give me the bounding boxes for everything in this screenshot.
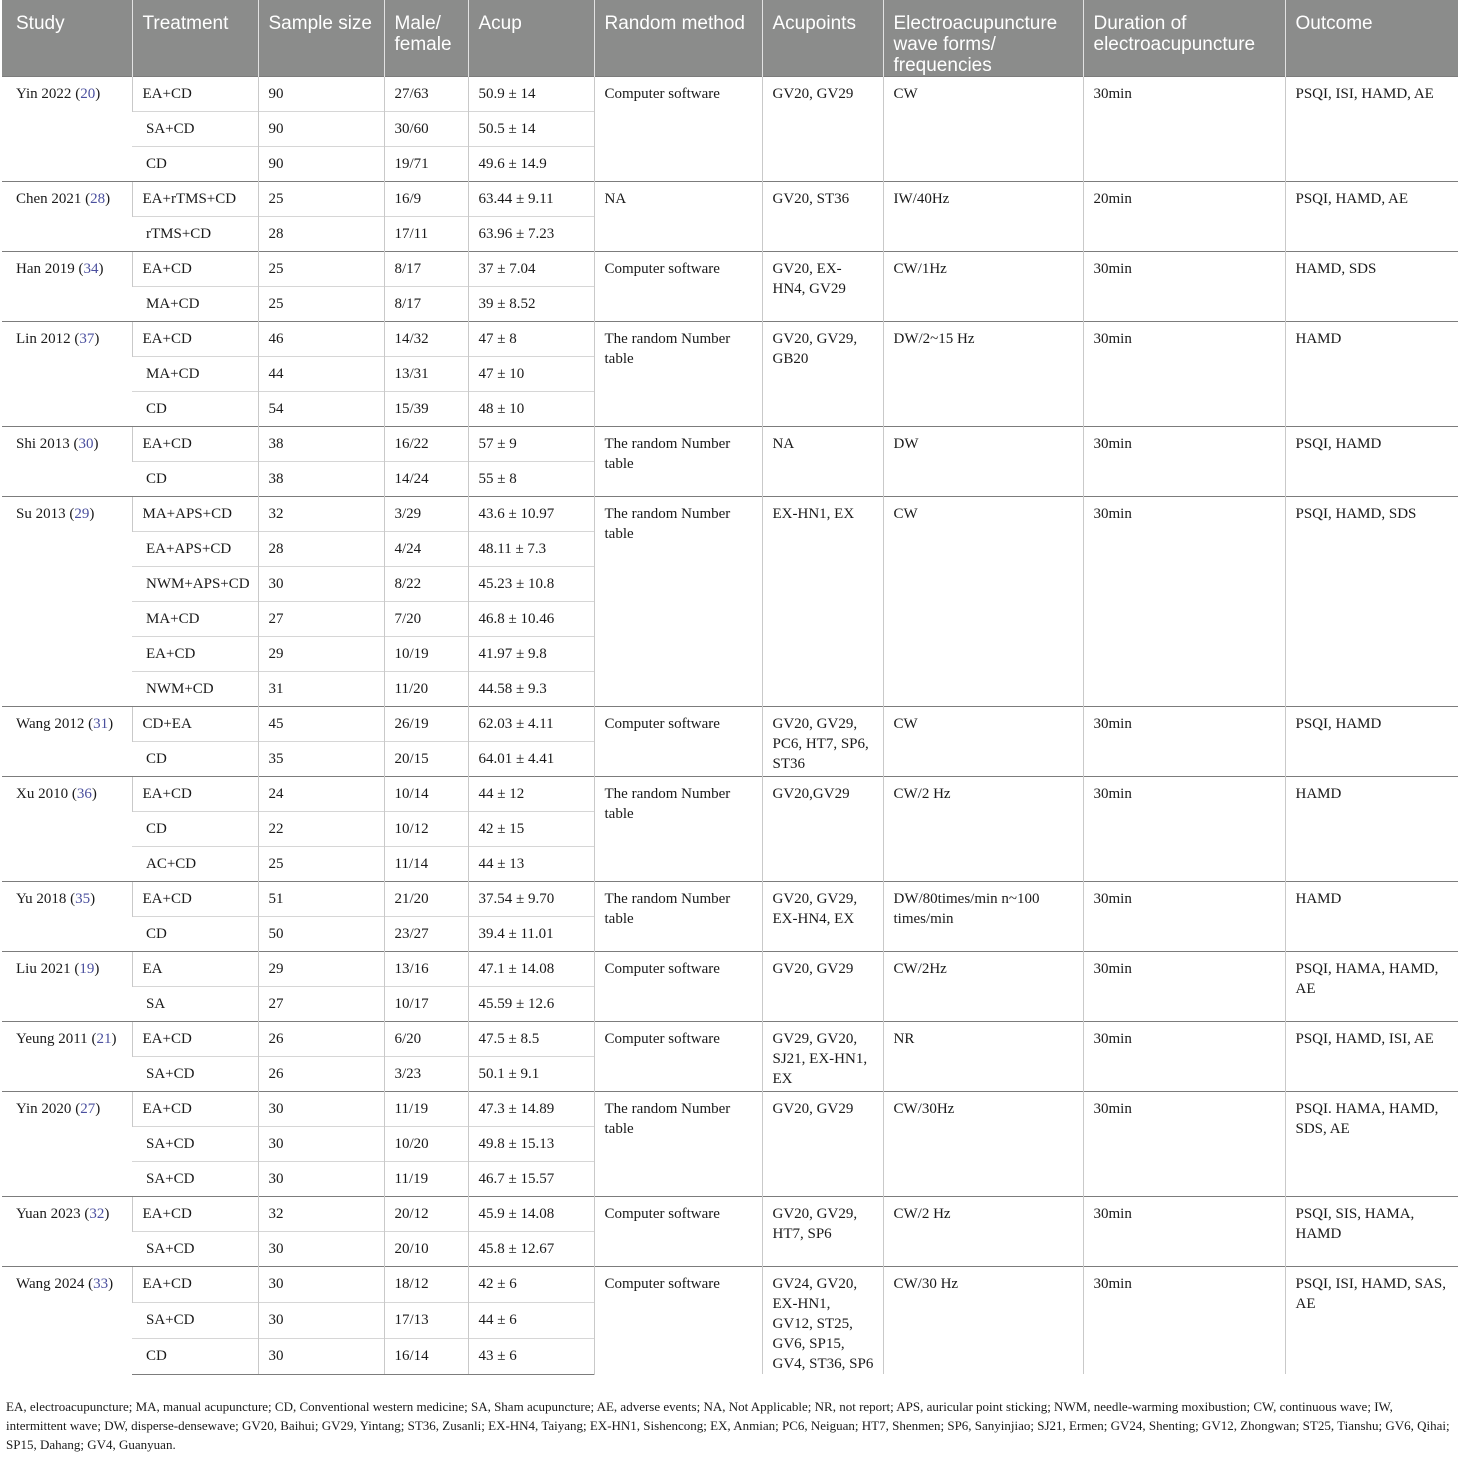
treatment-cell: EA <box>132 952 258 987</box>
random-method-cell: Computer software <box>594 707 762 777</box>
treatment-cell: CD <box>132 917 258 952</box>
acup-cell: 43.6 ± 10.97 <box>468 497 594 532</box>
treatment-cell: CD <box>132 742 258 777</box>
sample-size-cell: 35 <box>258 742 384 777</box>
treatment-cell: SA+CD <box>132 1127 258 1162</box>
study-name: Liu 2021 <box>16 961 71 977</box>
acup-cell: 47 ± 8 <box>468 322 594 357</box>
acupoints-cell: GV20, GV29 <box>762 77 883 182</box>
wave-forms-cell: NR <box>883 1022 1083 1092</box>
acupoints-cell: GV20, GV29 <box>762 1092 883 1197</box>
duration-cell: 30min <box>1083 497 1285 707</box>
male-female-cell: 3/23 <box>384 1057 468 1092</box>
study-cell: Wang 2012 (31) <box>2 707 132 777</box>
male-female-cell: 14/24 <box>384 462 468 497</box>
study-cell: Lin 2012 (37) <box>2 322 132 427</box>
acup-cell: 46.8 ± 10.46 <box>468 602 594 637</box>
table-row <box>2 1092 1458 1127</box>
acupoints-cell: GV20, GV29, HT7, SP6 <box>762 1197 883 1267</box>
acup-cell: 50.5 ± 14 <box>468 112 594 147</box>
table-row <box>2 1022 1458 1057</box>
duration-cell: 30min <box>1083 707 1285 777</box>
acup-cell: 48.11 ± 7.3 <box>468 532 594 567</box>
duration-cell: 30min <box>1083 77 1285 182</box>
treatment-cell: EA+CD <box>132 322 258 357</box>
treatment-cell: MA+CD <box>132 602 258 637</box>
random-method-cell: Computer software <box>594 1267 762 1375</box>
male-female-cell: 23/27 <box>384 917 468 952</box>
treatment-cell: EA+CD <box>132 1197 258 1232</box>
random-method-cell: The random Number table <box>594 322 762 427</box>
acup-cell: 50.9 ± 14 <box>468 77 594 112</box>
sample-size-cell: 26 <box>258 1022 384 1057</box>
duration-cell: 30min <box>1083 882 1285 952</box>
sample-size-cell: 50 <box>258 917 384 952</box>
male-female-cell: 11/14 <box>384 847 468 882</box>
header-outcome: Outcome <box>1285 0 1458 77</box>
acupoints-cell: GV20, ST36 <box>762 182 883 252</box>
male-female-cell: 27/63 <box>384 77 468 112</box>
male-female-cell: 13/16 <box>384 952 468 987</box>
treatment-cell: SA <box>132 987 258 1022</box>
acup-cell: 45.9 ± 14.08 <box>468 1197 594 1232</box>
duration-cell: 30min <box>1083 252 1285 322</box>
header-random-method: Random method <box>594 0 762 77</box>
table-row <box>2 322 1458 357</box>
acupoints-cell: GV20,GV29 <box>762 777 883 882</box>
study-name: Yin 2020 <box>16 1101 72 1117</box>
duration-cell: 30min <box>1083 1092 1285 1197</box>
sample-size-cell: 30 <box>258 1302 384 1338</box>
study-cell: Shi 2013 (30) <box>2 427 132 497</box>
sample-size-cell: 27 <box>258 987 384 1022</box>
reference-link[interactable]: 37 <box>79 331 95 347</box>
study-cell: Yu 2018 (35) <box>2 882 132 952</box>
sample-size-cell: 90 <box>258 77 384 112</box>
sample-size-cell: 25 <box>258 287 384 322</box>
outcome-cell: HAMD <box>1285 322 1458 427</box>
male-female-cell: 16/22 <box>384 427 468 462</box>
treatment-cell: EA+CD <box>132 1022 258 1057</box>
treatment-cell: CD <box>132 812 258 847</box>
outcome-cell: HAMD, SDS <box>1285 252 1458 322</box>
study-cell: Chen 2021 (28) <box>2 182 132 252</box>
wave-forms-cell: DW/2~15 Hz <box>883 322 1083 427</box>
treatment-cell: SA+CD <box>132 1162 258 1197</box>
acupoints-cell: GV20, GV29 <box>762 952 883 1022</box>
reference-link[interactable]: 20 <box>80 86 96 102</box>
treatment-cell: SA+CD <box>132 1057 258 1092</box>
reference-link[interactable]: 19 <box>79 961 95 977</box>
sample-size-cell: 90 <box>258 147 384 182</box>
acup-cell: 47.5 ± 8.5 <box>468 1022 594 1057</box>
study-name: Yeung 2011 <box>16 1031 88 1047</box>
sample-size-cell: 51 <box>258 882 384 917</box>
sample-size-cell: 28 <box>258 532 384 567</box>
treatment-cell: SA+CD <box>132 1302 258 1338</box>
outcome-cell: PSQI, HAMD, AE <box>1285 182 1458 252</box>
treatment-cell: EA+CD <box>132 637 258 672</box>
outcome-cell: PSQI, HAMD <box>1285 707 1458 777</box>
acup-cell: 47.3 ± 14.89 <box>468 1092 594 1127</box>
acupoints-cell: GV20, GV29, PC6, HT7, SP6, ST36 <box>762 707 883 777</box>
study-name: Wang 2024 <box>16 1276 85 1292</box>
header-male-female: Male/ female <box>384 0 468 77</box>
sample-size-cell: 30 <box>258 1162 384 1197</box>
male-female-cell: 21/20 <box>384 882 468 917</box>
acup-cell: 39 ± 8.52 <box>468 287 594 322</box>
sample-size-cell: 29 <box>258 637 384 672</box>
duration-cell: 30min <box>1083 322 1285 427</box>
male-female-cell: 11/19 <box>384 1162 468 1197</box>
acup-cell: 42 ± 15 <box>468 812 594 847</box>
outcome-cell: PSQI. HAMA, HAMD, SDS, AE <box>1285 1092 1458 1197</box>
acup-cell: 62.03 ± 4.11 <box>468 707 594 742</box>
sample-size-cell: 45 <box>258 707 384 742</box>
treatment-cell: NWM+CD <box>132 672 258 707</box>
wave-forms-cell: CW/2 Hz <box>883 777 1083 882</box>
sample-size-cell: 30 <box>258 1092 384 1127</box>
male-female-cell: 10/17 <box>384 987 468 1022</box>
acup-cell: 47.1 ± 14.08 <box>468 952 594 987</box>
acup-cell: 50.1 ± 9.1 <box>468 1057 594 1092</box>
outcome-cell: HAMD <box>1285 777 1458 882</box>
sample-size-cell: 27 <box>258 602 384 637</box>
outcome-cell: PSQI, HAMD <box>1285 427 1458 497</box>
acup-cell: 49.6 ± 14.9 <box>468 147 594 182</box>
sample-size-cell: 28 <box>258 217 384 252</box>
male-female-cell: 6/20 <box>384 1022 468 1057</box>
male-female-cell: 18/12 <box>384 1267 468 1303</box>
treatment-cell: EA+CD <box>132 1267 258 1303</box>
wave-forms-cell: IW/40Hz <box>883 182 1083 252</box>
treatment-cell: EA+CD <box>132 882 258 917</box>
random-method-cell: Computer software <box>594 252 762 322</box>
sample-size-cell: 46 <box>258 322 384 357</box>
sample-size-cell: 30 <box>258 1232 384 1267</box>
acup-cell: 45.8 ± 12.67 <box>468 1232 594 1267</box>
reference-link[interactable]: 33 <box>93 1276 109 1292</box>
male-female-cell: 17/13 <box>384 1302 468 1338</box>
male-female-cell: 11/19 <box>384 1092 468 1127</box>
reference-link[interactable]: 34 <box>83 261 99 277</box>
wave-forms-cell: DW/80times/min n~100 times/min <box>883 882 1083 952</box>
treatment-cell: MA+CD <box>132 287 258 322</box>
wave-forms-cell: CW/1Hz <box>883 252 1083 322</box>
study-name: Lin 2012 <box>16 331 71 347</box>
wave-forms-cell: CW <box>883 497 1083 707</box>
header-wave-forms: Electroacupuncture wave forms/ frequencies <box>883 0 1083 77</box>
sample-size-cell: 32 <box>258 497 384 532</box>
duration-cell: 20min <box>1083 182 1285 252</box>
male-female-cell: 8/17 <box>384 252 468 287</box>
acup-cell: 37.54 ± 9.70 <box>468 882 594 917</box>
male-female-cell: 14/32 <box>384 322 468 357</box>
header-treatment: Treatment <box>132 0 258 77</box>
treatment-cell: rTMS+CD <box>132 217 258 252</box>
sample-size-cell: 90 <box>258 112 384 147</box>
header-study: Study <box>2 0 132 77</box>
acup-cell: 63.44 ± 9.11 <box>468 182 594 217</box>
male-female-cell: 15/39 <box>384 392 468 427</box>
male-female-cell: 30/60 <box>384 112 468 147</box>
male-female-cell: 10/19 <box>384 637 468 672</box>
sample-size-cell: 29 <box>258 952 384 987</box>
study-cell: Su 2013 (29) <box>2 497 132 707</box>
table-row <box>2 882 1458 917</box>
acup-cell: 39.4 ± 11.01 <box>468 917 594 952</box>
treatment-cell: CD+EA <box>132 707 258 742</box>
reference-link[interactable]: 36 <box>76 786 92 802</box>
male-female-cell: 26/19 <box>384 707 468 742</box>
male-female-cell: 10/12 <box>384 812 468 847</box>
study-name: Wang 2012 <box>16 716 85 732</box>
male-female-cell: 16/14 <box>384 1338 468 1374</box>
random-method-cell: Computer software <box>594 952 762 1022</box>
acup-cell: 45.23 ± 10.8 <box>468 567 594 602</box>
study-cell: Yeung 2011 (21) <box>2 1022 132 1092</box>
duration-cell: 30min <box>1083 952 1285 1022</box>
random-method-cell: Computer software <box>594 1022 762 1092</box>
acup-cell: 46.7 ± 15.57 <box>468 1162 594 1197</box>
table-body <box>2 77 1458 1375</box>
acup-cell: 44 ± 12 <box>468 777 594 812</box>
header-sample-size: Sample size <box>258 0 384 77</box>
treatment-cell: AC+CD <box>132 847 258 882</box>
treatment-cell: SA+CD <box>132 112 258 147</box>
treatment-cell: MA+CD <box>132 357 258 392</box>
wave-forms-cell: CW <box>883 707 1083 777</box>
wave-forms-cell: CW/2 Hz <box>883 1197 1083 1267</box>
table-row <box>2 707 1458 742</box>
treatment-cell: CD <box>132 462 258 497</box>
reference-link[interactable]: 28 <box>90 191 106 207</box>
sample-size-cell: 31 <box>258 672 384 707</box>
outcome-cell: HAMD <box>1285 882 1458 952</box>
table-row <box>2 952 1458 987</box>
male-female-cell: 3/29 <box>384 497 468 532</box>
table-row <box>2 427 1458 462</box>
male-female-cell: 4/24 <box>384 532 468 567</box>
male-female-cell: 11/20 <box>384 672 468 707</box>
table-row <box>2 252 1458 287</box>
acup-cell: 41.97 ± 9.8 <box>468 637 594 672</box>
acup-cell: 37 ± 7.04 <box>468 252 594 287</box>
acupoints-cell: GV24, GV20, EX-HN1, GV12, ST25, GV6, SP15, GV4, ST36, SP6 <box>762 1267 883 1375</box>
male-female-cell: 20/15 <box>384 742 468 777</box>
wave-forms-cell: CW/30 Hz <box>883 1267 1083 1375</box>
treatment-cell: EA+CD <box>132 427 258 462</box>
random-method-cell: Computer software <box>594 1197 762 1267</box>
outcome-cell: PSQI, HAMA, HAMD, AE <box>1285 952 1458 1022</box>
header-acupoints: Acupoints <box>762 0 883 77</box>
sample-size-cell: 38 <box>258 462 384 497</box>
random-method-cell: NA <box>594 182 762 252</box>
table-header-row <box>2 0 1458 77</box>
study-name: Yu 2018 <box>16 891 67 907</box>
treatment-cell: MA+APS+CD <box>132 497 258 532</box>
wave-forms-cell: CW/30Hz <box>883 1092 1083 1197</box>
treatment-cell: CD <box>132 1338 258 1374</box>
treatment-cell: CD <box>132 147 258 182</box>
acupoints-cell: GV29, GV20, SJ21, EX-HN1, EX <box>762 1022 883 1092</box>
treatment-cell: EA+CD <box>132 252 258 287</box>
male-female-cell: 20/12 <box>384 1197 468 1232</box>
sample-size-cell: 26 <box>258 1057 384 1092</box>
sample-size-cell: 30 <box>258 1338 384 1374</box>
table-row <box>2 777 1458 812</box>
sample-size-cell: 24 <box>258 777 384 812</box>
study-cell: Han 2019 (34) <box>2 252 132 322</box>
acup-cell: 43 ± 6 <box>468 1338 594 1374</box>
outcome-cell: PSQI, ISI, HAMD, AE <box>1285 77 1458 182</box>
sample-size-cell: 30 <box>258 1267 384 1303</box>
acup-cell: 47 ± 10 <box>468 357 594 392</box>
study-name: Xu 2010 <box>16 786 69 802</box>
acup-cell: 48 ± 10 <box>468 392 594 427</box>
table-row <box>2 182 1458 217</box>
male-female-cell: 17/11 <box>384 217 468 252</box>
wave-forms-cell: CW/2Hz <box>883 952 1083 1022</box>
reference-link[interactable]: 32 <box>89 1206 105 1222</box>
reference-link[interactable]: 27 <box>80 1101 96 1117</box>
male-female-cell: 19/71 <box>384 147 468 182</box>
sample-size-cell: 30 <box>258 1127 384 1162</box>
duration-cell: 30min <box>1083 1267 1285 1375</box>
sample-size-cell: 25 <box>258 182 384 217</box>
random-method-cell: The random Number table <box>594 497 762 707</box>
header-acup: Acup <box>468 0 594 77</box>
treatment-cell: EA+CD <box>132 77 258 112</box>
acupoints-cell: GV20, EX-HN4, GV29 <box>762 252 883 322</box>
table-row <box>2 1197 1458 1232</box>
sample-size-cell: 25 <box>258 847 384 882</box>
study-characteristics-table <box>2 0 1458 1375</box>
duration-cell: 30min <box>1083 1022 1285 1092</box>
table-footnote: EA, electroacupuncture; MA, manual acupuncture; CD, Conventional western medicine; SA, Sham acupuncture; AE, adverse events; NA, Not Applicable; NR, not report; APS, auricular point sticking; NWM, needle-warming moxibustion; CW, continuous wave; IW, intermittent wave; DW, disperse-densewave; GV20, Baihui; GV29, Yintang; ST36, Zusanli; EX-HN4, Taiyang; EX-HN1, Sishencong; EX, Anmian; PC6, Neiguan; HT7, Shenmen; SP6, Sanyinjiao; SJ21, Ermen; GV24, Shenting; GV12, Zhongwan; ST25, Tianshu; GV6, Qihai; SP15, Dahang; GV4, Guanyuan. <box>6 1399 1450 1452</box>
study-cell: Xu 2010 (36) <box>2 777 132 882</box>
outcome-cell: PSQI, ISI, HAMD, SAS, AE <box>1285 1267 1458 1375</box>
male-female-cell: 8/17 <box>384 287 468 322</box>
sample-size-cell: 44 <box>258 357 384 392</box>
acupoints-cell: GV20, GV29, GB20 <box>762 322 883 427</box>
sample-size-cell: 25 <box>258 252 384 287</box>
acupoints-cell: GV20, GV29, EX-HN4, EX <box>762 882 883 952</box>
random-method-cell: Computer software <box>594 77 762 182</box>
treatment-cell: SA+CD <box>132 1232 258 1267</box>
treatment-cell: CD <box>132 392 258 427</box>
male-female-cell: 7/20 <box>384 602 468 637</box>
study-cell: Liu 2021 (19) <box>2 952 132 1022</box>
acup-cell: 44.58 ± 9.3 <box>468 672 594 707</box>
male-female-cell: 16/9 <box>384 182 468 217</box>
study-cell: Wang 2024 (33) <box>2 1267 132 1375</box>
study-cell: Yin 2020 (27) <box>2 1092 132 1197</box>
study-cell: Yin 2022 (20) <box>2 77 132 182</box>
treatment-cell: EA+CD <box>132 1092 258 1127</box>
sample-size-cell: 32 <box>258 1197 384 1232</box>
treatment-cell: EA+CD <box>132 777 258 812</box>
random-method-cell: The random Number table <box>594 882 762 952</box>
reference-link[interactable]: 29 <box>74 506 90 522</box>
study-cell: Yuan 2023 (32) <box>2 1197 132 1267</box>
sample-size-cell: 30 <box>258 567 384 602</box>
study-name: Su 2013 <box>16 506 66 522</box>
study-name: Yuan 2023 <box>16 1206 81 1222</box>
acup-cell: 57 ± 9 <box>468 427 594 462</box>
random-method-cell: The random Number table <box>594 427 762 497</box>
acupoints-cell: NA <box>762 427 883 497</box>
study-name: Chen 2021 <box>16 191 82 207</box>
sample-size-cell: 54 <box>258 392 384 427</box>
duration-cell: 30min <box>1083 777 1285 882</box>
reference-link[interactable]: 30 <box>78 436 94 452</box>
acup-cell: 42 ± 6 <box>468 1267 594 1303</box>
study-name: Shi 2013 <box>16 436 70 452</box>
wave-forms-cell: CW <box>883 77 1083 182</box>
male-female-cell: 13/31 <box>384 357 468 392</box>
male-female-cell: 20/10 <box>384 1232 468 1267</box>
sample-size-cell: 22 <box>258 812 384 847</box>
reference-link[interactable]: 21 <box>96 1031 112 1047</box>
male-female-cell: 10/20 <box>384 1127 468 1162</box>
reference-link[interactable]: 31 <box>93 716 109 732</box>
duration-cell: 30min <box>1083 427 1285 497</box>
duration-cell: 30min <box>1083 1197 1285 1267</box>
reference-link[interactable]: 35 <box>75 891 91 907</box>
table-row <box>2 77 1458 112</box>
treatment-cell: EA+APS+CD <box>132 532 258 567</box>
male-female-cell: 8/22 <box>384 567 468 602</box>
acup-cell: 64.01 ± 4.41 <box>468 742 594 777</box>
acup-cell: 45.59 ± 12.6 <box>468 987 594 1022</box>
outcome-cell: PSQI, HAMD, SDS <box>1285 497 1458 707</box>
header-duration: Duration of electroacupuncture <box>1083 0 1285 77</box>
sample-size-cell: 38 <box>258 427 384 462</box>
random-method-cell: The random Number table <box>594 777 762 882</box>
outcome-cell: PSQI, SIS, HAMA, HAMD <box>1285 1197 1458 1267</box>
acup-cell: 49.8 ± 15.13 <box>468 1127 594 1162</box>
study-name: Han 2019 <box>16 261 75 277</box>
acupoints-cell: EX-HN1, EX <box>762 497 883 707</box>
study-name: Yin 2022 <box>16 86 72 102</box>
random-method-cell: The random Number table <box>594 1092 762 1197</box>
treatment-cell: EA+rTMS+CD <box>132 182 258 217</box>
treatment-cell: NWM+APS+CD <box>132 567 258 602</box>
acup-cell: 55 ± 8 <box>468 462 594 497</box>
wave-forms-cell: DW <box>883 427 1083 497</box>
outcome-cell: PSQI, HAMD, ISI, AE <box>1285 1022 1458 1092</box>
table-row <box>2 1267 1458 1303</box>
acup-cell: 63.96 ± 7.23 <box>468 217 594 252</box>
acup-cell: 44 ± 13 <box>468 847 594 882</box>
acup-cell: 44 ± 6 <box>468 1302 594 1338</box>
male-female-cell: 10/14 <box>384 777 468 812</box>
table-row <box>2 497 1458 532</box>
